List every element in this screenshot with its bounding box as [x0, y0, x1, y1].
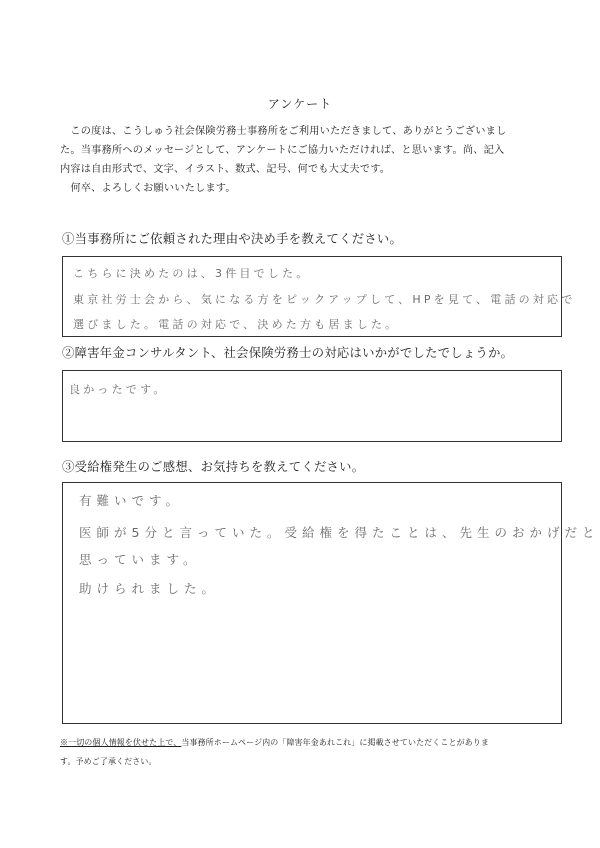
intro-line: 内容は自由形式で、文字、イラスト、数式、記号、何でも大丈夫です。	[60, 164, 391, 175]
question-2-label: ②障害年金コンサルタント、社会保険労務士の対応はいかがでしたでしょうか。	[62, 346, 514, 360]
footnote-line: す。予めご了承ください。	[60, 757, 157, 766]
question-3-label: ③受給権発生のご感想、お気持ちを教えてください。	[62, 460, 365, 474]
handwritten-line: 選びました。電話の対応で、決めた方も居ました。	[73, 318, 400, 331]
intro-line: た。当事務所へのメッセージとして、アンケートにご協力いただければ、と思います。尚、記入	[60, 145, 505, 156]
handwritten-line: 有難いです。	[79, 493, 184, 508]
handwritten-line: 医師が5分と言っていた。受給権を得たことは、先生のおかげだと	[79, 525, 600, 540]
footnote	[60, 733, 550, 771]
handwritten-line: 助けられました。	[79, 581, 220, 596]
page-title: アンケート	[267, 97, 333, 111]
answer-box-1	[62, 256, 576, 337]
answer-box-2	[62, 370, 562, 442]
footnote-underlined: ※一切の個人情報を伏せた上で、	[60, 738, 182, 747]
handwritten-line: 良かったです。	[69, 383, 168, 396]
question-1-label: ①当事務所にご依頼された理由や決め手を教えてください。	[62, 232, 403, 246]
intro-text	[60, 122, 550, 198]
intro-line: 何卒、よろしくお願いいたします。	[60, 183, 236, 194]
answer-box-3	[62, 482, 600, 724]
footnote-line	[60, 733, 550, 752]
footnote-rest: 当事務所ホームページ内の「障害年金あれこれ」に掲載させていただくことがありま	[181, 738, 489, 747]
handwritten-line: 思っています。	[79, 552, 201, 567]
handwritten-line: 東京社労士会から、気になる方をピックアップして、HPを見て、電話の対応で	[73, 293, 576, 306]
intro-line: この度は、こうしゅう社会保険労務士事務所をご利用いただきまして、ありがとうございまし	[60, 126, 507, 137]
handwritten-line: こちらに決めたのは、3件目でした。	[73, 267, 311, 280]
